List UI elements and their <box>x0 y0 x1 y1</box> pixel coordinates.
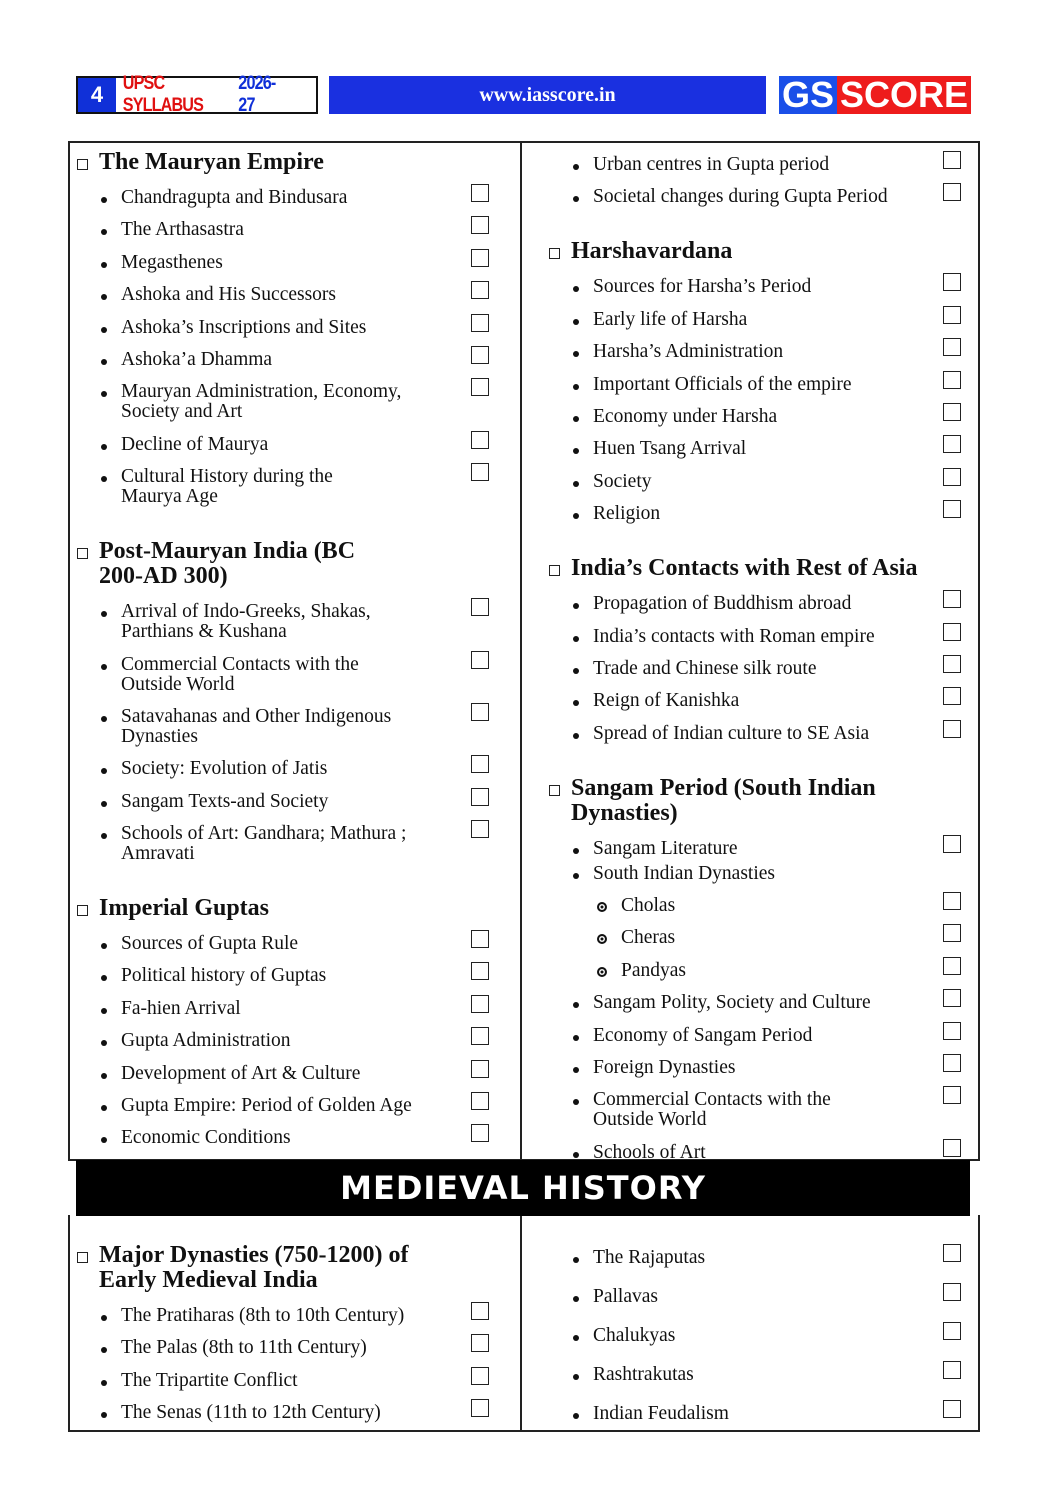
bullet-icon <box>573 1335 579 1341</box>
section-heading-text: Major Dynasties (750-1200) of Early Medieval India <box>99 1242 409 1293</box>
item-text: Economy of Sangam Period <box>593 1024 813 1046</box>
syllabus-item-the-pratiharas-8th-to-10th-century <box>70 1306 520 1326</box>
bullet-icon <box>573 416 579 422</box>
section-heading <box>542 776 972 826</box>
bullet-icon <box>573 513 579 519</box>
item-text: Indian Feudalism <box>593 1403 729 1424</box>
syllabus-item-important-officials-of-the-empire <box>542 375 972 395</box>
bullet-icon <box>573 700 579 706</box>
item-text: Mauryan Administration, Economy, Society and Art <box>121 381 402 423</box>
item-text: Cholas <box>621 895 676 917</box>
bullet-icon <box>573 1099 579 1105</box>
syllabus-item-pallavas <box>542 1287 972 1307</box>
checkbox[interactable] <box>943 835 961 853</box>
checkbox[interactable] <box>471 216 489 234</box>
syllabus-item-satavahanas-and-other-indigenous-dynasties <box>70 707 520 747</box>
item-text: Commercial Contacts with the Outside World <box>121 653 359 695</box>
circle-bullet-icon <box>597 967 607 977</box>
checkbox[interactable] <box>471 1027 489 1045</box>
website-url: www.iasscore.in <box>329 76 766 114</box>
square-bullet-icon <box>549 785 560 796</box>
section-banner: MEDIEVAL HISTORY <box>76 1160 970 1216</box>
bullet-icon <box>573 448 579 454</box>
item-text: Ashoka’s Inscriptions and Sites <box>121 316 367 338</box>
syllabus-item-commercial-contacts-with-the-outside-world <box>542 1090 972 1130</box>
section-heading-text: Sangam Period (South Indian Dynasties) <box>571 774 876 826</box>
syllabus-item-sources-of-gupta-rule <box>70 934 520 954</box>
checkbox[interactable] <box>471 281 489 299</box>
bullet-icon <box>101 197 107 203</box>
checkbox[interactable] <box>471 1092 489 1110</box>
bullet-icon <box>573 668 579 674</box>
checkbox[interactable] <box>471 755 489 773</box>
bullet-icon <box>101 262 107 268</box>
checkbox[interactable] <box>943 1400 961 1418</box>
bullet-icon <box>573 164 579 170</box>
item-text: Ashoka and His Successors <box>121 284 337 306</box>
syllabus-item-schools-of-art <box>542 1143 972 1163</box>
syllabus-item-the-tripartite-conflict <box>70 1371 520 1391</box>
checkbox[interactable] <box>943 273 961 291</box>
section-heading-text: Harshavardana <box>571 238 733 265</box>
bullet-icon <box>101 1008 107 1014</box>
item-text: Sangam Polity, Society and Culture <box>593 992 871 1014</box>
checkbox[interactable] <box>471 1060 489 1078</box>
syllabus-item-schools-of-art-gandhara-mathura-amravati <box>70 824 520 864</box>
checkbox[interactable] <box>471 995 489 1013</box>
item-text: Schools of Art: Gandhara; Mathura ; Amravati <box>121 823 407 865</box>
checkbox[interactable] <box>471 184 489 202</box>
item-text: Religion <box>593 503 661 525</box>
item-text: Satavahanas and Other Indigenous Dynasties <box>121 705 392 747</box>
item-text: Pallavas <box>593 1286 658 1307</box>
syllabus-item-india-s-contacts-with-roman-empire <box>542 627 972 647</box>
checkbox[interactable] <box>471 1399 489 1417</box>
checkbox[interactable] <box>471 314 489 332</box>
syllabus-item-decline-of-maurya <box>70 435 520 455</box>
syllabus-item-cultural-history-during-the-maurya-age <box>70 467 520 507</box>
item-text: India’s contacts with Roman empire <box>593 625 875 647</box>
item-text: Huen Tsang Arrival <box>593 438 747 460</box>
checkbox[interactable] <box>471 249 489 267</box>
syllabus-item-political-history-of-guptas <box>70 966 520 986</box>
checkbox[interactable] <box>471 463 489 481</box>
square-bullet-icon <box>549 248 560 259</box>
syllabus-item-trade-and-chinese-silk-route <box>542 659 972 679</box>
bullet-icon <box>101 664 107 670</box>
bullet-icon <box>101 1347 107 1353</box>
syllabus-item-huen-tsang-arrival <box>542 439 972 459</box>
section-heading-text: Post-Mauryan India (BC 200-AD 300) <box>99 538 356 590</box>
item-text: Fa-hien Arrival <box>121 997 241 1019</box>
section-heading <box>70 896 520 921</box>
syllabus-item-development-of-art-culture <box>70 1064 520 1084</box>
bullet-icon <box>573 196 579 202</box>
item-text: Important Officials of the empire <box>593 373 852 395</box>
bullet-icon <box>573 603 579 609</box>
checkbox[interactable] <box>943 183 961 201</box>
checkbox[interactable] <box>943 687 961 705</box>
item-text: Pandyas <box>621 959 686 981</box>
item-text: Economic Conditions <box>121 1127 291 1149</box>
syllabus-item-economic-conditions <box>70 1128 520 1148</box>
bullet-icon <box>101 716 107 722</box>
syllabus-item-the-palas-8th-to-11th-century <box>70 1338 520 1358</box>
syllabus-item-sangam-texts-and-society <box>70 792 520 812</box>
syllabus-item-economy-under-harsha <box>542 407 972 427</box>
item-text: Political history of Guptas <box>121 965 327 987</box>
syllabus-item-sources-for-harsha-s-period <box>542 277 972 297</box>
checkbox[interactable] <box>471 598 489 616</box>
syllabus-item-urban-centres-in-gupta-period <box>542 155 972 175</box>
bullet-icon <box>573 1257 579 1263</box>
checkbox[interactable] <box>943 1086 961 1104</box>
checkbox[interactable] <box>471 1124 489 1142</box>
bullet-icon <box>101 943 107 949</box>
section-heading <box>70 1243 520 1293</box>
item-text: Spread of Indian culture to SE Asia <box>593 722 870 744</box>
bullet-icon <box>101 801 107 807</box>
syllabus-item-societal-changes-during-gupta-period <box>542 187 972 207</box>
bullet-icon <box>573 1152 579 1158</box>
syllabus-item-ashoka-a-dhamma <box>70 350 520 370</box>
syllabus-item-sangam-polity-society-and-culture <box>542 993 972 1013</box>
syllabus-item-spread-of-indian-culture-to-se-asia <box>542 724 972 744</box>
item-text: The Rajaputas <box>593 1247 706 1268</box>
item-text: Cheras <box>621 927 676 949</box>
item-text: Chalukyas <box>593 1325 676 1346</box>
checkbox[interactable] <box>943 720 961 738</box>
item-text: Ashoka’a Dhamma <box>121 348 273 370</box>
checkbox[interactable] <box>943 892 961 910</box>
square-bullet-icon <box>549 565 560 576</box>
left-column <box>70 150 520 1161</box>
item-text: Gupta Administration <box>121 1030 291 1052</box>
item-text: The Senas (11th to 12th Century) <box>121 1402 381 1424</box>
item-text: Trade and Chinese silk route <box>593 657 817 679</box>
syllabus-item-propagation-of-buddhism-abroad <box>542 594 972 614</box>
syllabus-item-society <box>542 472 972 492</box>
left-column-medieval <box>70 1243 520 1436</box>
bullet-icon <box>573 1296 579 1302</box>
item-text: Commercial Contacts with the Outside World <box>593 1089 831 1131</box>
item-text: Sources of Gupta Rule <box>121 933 299 955</box>
bullet-icon <box>573 1413 579 1419</box>
item-text: The Tripartite Conflict <box>121 1369 298 1391</box>
syllabus-item-early-life-of-harsha <box>542 310 972 330</box>
checkbox[interactable] <box>943 1244 961 1262</box>
bullet-icon <box>573 1374 579 1380</box>
syllabus-item-economy-of-sangam-period <box>542 1026 972 1046</box>
checkbox[interactable] <box>471 820 489 838</box>
item-text: Society <box>593 470 652 492</box>
section-heading-text: The Mauryan Empire <box>99 149 324 175</box>
bullet-icon <box>573 1002 579 1008</box>
circle-bullet-icon <box>597 902 607 912</box>
syllabus-item-harsha-s-administration <box>542 342 972 362</box>
bullet-icon <box>101 1137 107 1143</box>
item-text: Economy under Harsha <box>593 405 778 427</box>
bullet-icon <box>101 476 107 482</box>
checkbox[interactable] <box>471 788 489 806</box>
item-text: Chandragupta and Bindusara <box>121 187 348 208</box>
section-heading <box>542 556 972 581</box>
checkbox[interactable] <box>471 703 489 721</box>
checkbox[interactable] <box>471 930 489 948</box>
syllabus-item-megasthenes <box>70 253 520 273</box>
bullet-icon <box>573 481 579 487</box>
page-number: 4 <box>78 78 116 112</box>
checkbox[interactable] <box>943 1361 961 1379</box>
gs-score-logo <box>779 76 971 114</box>
bullet-icon <box>101 359 107 365</box>
checkbox[interactable] <box>943 924 961 942</box>
bullet-icon <box>573 636 579 642</box>
item-text: Gupta Empire: Period of Golden Age <box>121 1095 412 1117</box>
checkbox[interactable] <box>471 378 489 396</box>
checkbox[interactable] <box>943 1322 961 1340</box>
section-heading <box>70 150 520 175</box>
checkbox[interactable] <box>471 1302 489 1320</box>
checkbox[interactable] <box>943 1022 961 1040</box>
item-text: Development of Art & Culture <box>121 1062 361 1084</box>
bullet-icon <box>101 1040 107 1046</box>
checkbox[interactable] <box>943 1139 961 1157</box>
bullet-icon <box>573 286 579 292</box>
item-text: Cultural History during the Maurya Age <box>121 466 333 508</box>
checkbox[interactable] <box>943 989 961 1007</box>
syllabus-item-reign-of-kanishka <box>542 691 972 711</box>
right-column-medieval <box>542 1248 972 1443</box>
syllabus-item-pandyas <box>542 961 972 981</box>
bullet-icon <box>573 319 579 325</box>
bullet-icon <box>573 1067 579 1073</box>
syllabus-item-commercial-contacts-with-the-outside-world <box>70 655 520 695</box>
bullet-icon <box>101 229 107 235</box>
syllabus-item-rashtrakutas <box>542 1365 972 1385</box>
syllabus-item-society-evolution-of-jatis <box>70 759 520 779</box>
syllabus-item-foreign-dynasties <box>542 1058 972 1078</box>
bullet-icon <box>101 294 107 300</box>
checkbox[interactable] <box>943 338 961 356</box>
checkbox[interactable] <box>943 403 961 421</box>
section-heading-text: India’s Contacts with Rest of Asia <box>571 555 918 582</box>
bullet-icon <box>101 833 107 839</box>
bullet-icon <box>573 733 579 739</box>
item-text: Sangam Texts-and Society <box>121 790 329 812</box>
square-bullet-icon <box>77 905 88 916</box>
item-text: Schools of Art <box>593 1141 706 1163</box>
syllabus-item-south-indian-dynasties <box>542 864 972 884</box>
bullet-icon <box>101 444 107 450</box>
item-text: Reign of Kanishka <box>593 690 740 712</box>
checkbox[interactable] <box>943 468 961 486</box>
syllabus-item-chandragupta-and-bindusara <box>70 188 520 208</box>
syllabus-item-cheras <box>542 928 972 948</box>
syllabus-item-fa-hien-arrival <box>70 999 520 1019</box>
square-bullet-icon <box>77 1252 88 1263</box>
item-text: Sangam Literature <box>593 837 738 859</box>
bullet-icon <box>101 1315 107 1321</box>
bullet-icon <box>101 611 107 617</box>
checkbox[interactable] <box>471 962 489 980</box>
bullet-icon <box>101 1380 107 1386</box>
checkbox[interactable] <box>943 590 961 608</box>
checkbox[interactable] <box>943 500 961 518</box>
square-bullet-icon <box>77 159 88 170</box>
bullet-icon <box>101 1105 107 1111</box>
syllabus-item-religion <box>542 504 972 524</box>
checkbox[interactable] <box>471 1367 489 1385</box>
bullet-icon <box>101 1073 107 1079</box>
bullet-icon <box>573 351 579 357</box>
bullet-icon <box>101 391 107 397</box>
logo-score: SCORE <box>837 76 971 114</box>
checkbox[interactable] <box>943 306 961 324</box>
column-divider <box>520 141 522 1161</box>
checkbox[interactable] <box>943 957 961 975</box>
checkbox[interactable] <box>943 371 961 389</box>
header-title: UPSC SYLLABUS <box>122 73 204 116</box>
item-text: Sources for Harsha’s Period <box>593 276 812 298</box>
checkbox[interactable] <box>471 1334 489 1352</box>
item-text: Propagation of Buddhism abroad <box>593 593 852 615</box>
circle-bullet-icon <box>597 934 607 944</box>
checkbox[interactable] <box>943 655 961 673</box>
bullet-icon <box>101 768 107 774</box>
page-header-badge <box>76 73 318 116</box>
item-text: Early life of Harsha <box>593 308 748 330</box>
item-text: Decline of Maurya <box>121 433 269 455</box>
syllabus-item-mauryan-administration-economy-society-and-art <box>70 382 520 422</box>
item-text: Arrival of Indo-Greeks, Shakas, Parthians & Kushana <box>121 601 371 643</box>
checkbox[interactable] <box>943 435 961 453</box>
bullet-icon <box>573 848 579 854</box>
syllabus-item-gupta-administration <box>70 1031 520 1051</box>
bullet-icon <box>101 1412 107 1418</box>
item-text: South Indian Dynasties <box>593 862 775 884</box>
checkbox[interactable] <box>943 623 961 641</box>
syllabus-item-indian-feudalism <box>542 1404 972 1424</box>
syllabus-item-sangam-literature <box>542 839 972 859</box>
header-year: 2026-27 <box>238 73 276 116</box>
checkbox[interactable] <box>943 1054 961 1072</box>
logo-gs: GS <box>779 76 837 114</box>
syllabus-item-the-rajaputas <box>542 1248 972 1268</box>
section-heading <box>70 539 520 589</box>
checkbox[interactable] <box>943 151 961 169</box>
syllabus-item-chalukyas <box>542 1326 972 1346</box>
square-bullet-icon <box>77 548 88 559</box>
bullet-icon <box>101 327 107 333</box>
item-text: Megasthenes <box>121 251 223 273</box>
syllabus-item-ashoka-and-his-successors <box>70 285 520 305</box>
item-text: Urban centres in Gupta period <box>593 154 830 175</box>
item-text: Society: Evolution of Jatis <box>121 758 328 780</box>
item-text: Societal changes during Gupta Period <box>593 186 888 208</box>
bullet-icon <box>101 975 107 981</box>
section-heading <box>542 239 972 264</box>
right-column <box>542 155 972 1175</box>
item-text: The Arthasastra <box>121 219 244 241</box>
bullet-icon <box>573 384 579 390</box>
syllabus-item-the-senas-11th-to-12th-century <box>70 1403 520 1423</box>
checkbox[interactable] <box>471 431 489 449</box>
syllabus-item-cholas <box>542 896 972 916</box>
syllabus-item-gupta-empire-period-of-golden-age <box>70 1096 520 1116</box>
section-heading-text: Imperial Guptas <box>99 895 270 922</box>
bullet-icon <box>573 1035 579 1041</box>
checkbox[interactable] <box>471 651 489 669</box>
checkbox[interactable] <box>943 1283 961 1301</box>
item-text: Harsha’s Administration <box>593 341 784 363</box>
syllabus-item-arrival-of-indo-greeks-shakas-parthians-kushana <box>70 602 520 642</box>
item-text: Foreign Dynasties <box>593 1057 736 1079</box>
syllabus-item-the-arthasastra <box>70 220 520 240</box>
syllabus-item-ashoka-s-inscriptions-and-sites <box>70 318 520 338</box>
column-divider <box>520 1216 522 1431</box>
bullet-icon <box>573 873 579 879</box>
item-text: The Palas (8th to 11th Century) <box>121 1337 367 1359</box>
item-text: The Pratiharas (8th to 10th Century) <box>121 1305 405 1326</box>
item-text: Rashtrakutas <box>593 1364 694 1385</box>
checkbox[interactable] <box>471 346 489 364</box>
